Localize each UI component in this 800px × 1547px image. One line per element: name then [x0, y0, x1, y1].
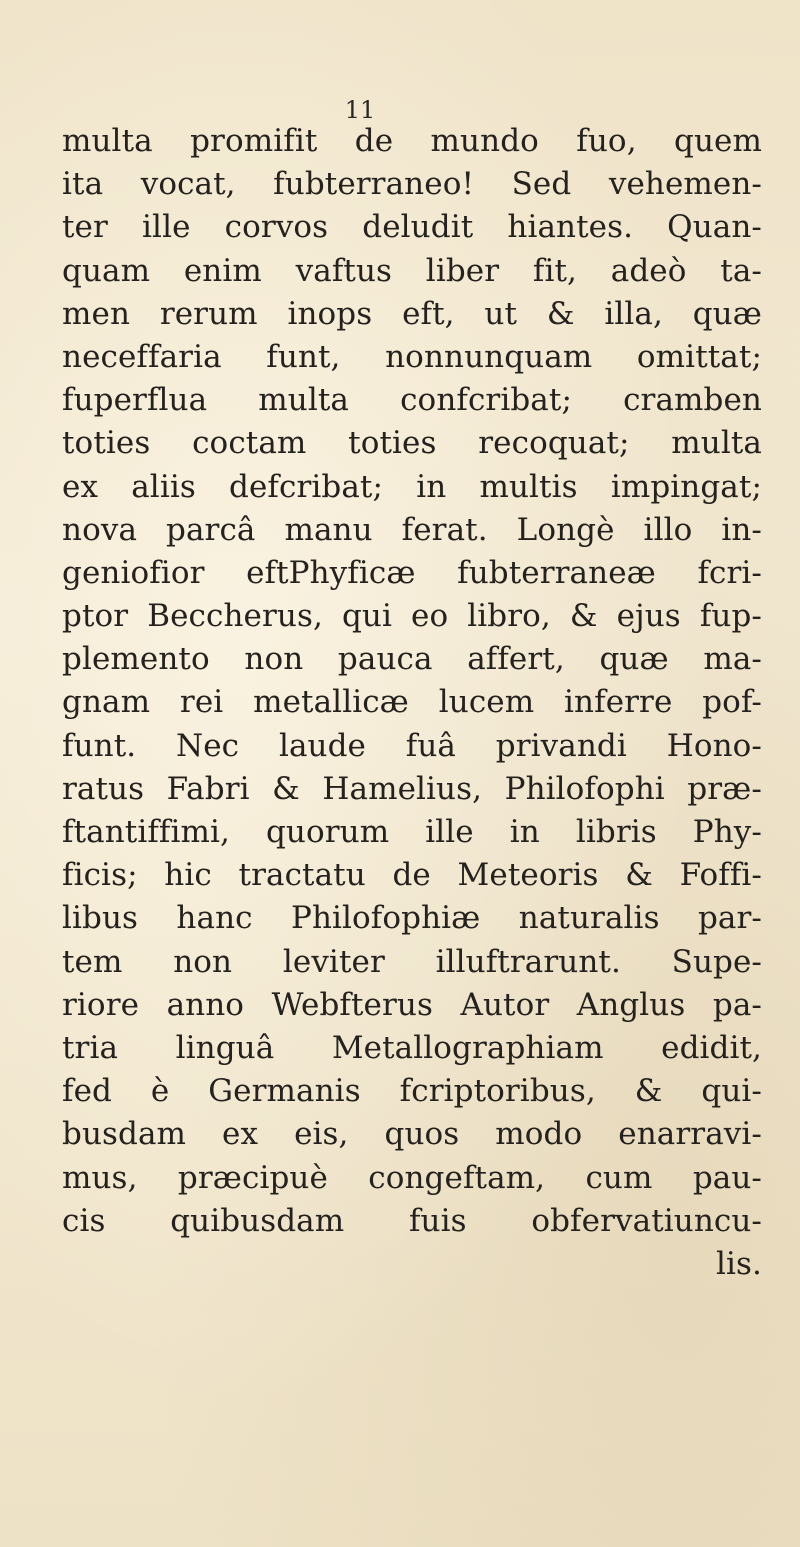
text-line: ftantiffimi, quorum ille in libris Phy- — [62, 814, 762, 850]
text-line: ptor Beccherus, qui eo libro, & ejus fup- — [62, 598, 762, 635]
text-line: neceffaria funt, nonnunquam omittat; — [62, 338, 762, 375]
text-line: cis quibusdam fuis obfervatiuncu- — [62, 1202, 762, 1239]
text-line: ter ille corvos deludit hiantes. Quan- — [62, 209, 762, 246]
text-line: geniofior eftPhyficæ fubterraneæ fcri- — [62, 554, 762, 591]
text-line: fed è Germanis fcriptoribus, & qui- — [62, 1073, 762, 1110]
text-line: men rerum inops eft, ut & illa, quæ — [62, 295, 762, 332]
text-line-final: lis. — [716, 1245, 762, 1282]
text-line: funt. Nec laude fuâ privandi Hono- — [62, 727, 762, 764]
text-line: multa promifit de mundo fuo, quem — [62, 123, 762, 159]
page-number: 11 — [344, 96, 376, 124]
text-line: quam enim vaftus liber fit, adeò ta- — [62, 252, 762, 289]
text-line: gnam rei metallicæ lucem inferre pof- — [62, 684, 762, 721]
text-line: ex aliis defcribat; in multis impingat; — [62, 468, 762, 505]
text-line: ita vocat, fubterraneo! Sed vehemen- — [62, 166, 762, 203]
text-line: nova parcâ manu ferat. Longè illo in- — [62, 511, 762, 548]
text-line: tem non leviter illuftrarunt. Supe- — [62, 943, 762, 980]
text-line: toties coctam toties recoquat; multa — [62, 425, 762, 462]
text-line: riore anno Webfterus Autor Anglus pa- — [62, 986, 762, 1023]
text-line: ratus Fabri & Hamelius, Philofophi præ- — [62, 770, 762, 807]
body-text — [62, 120, 762, 1286]
text-line: busdam ex eis, quos modo enarravi- — [62, 1116, 762, 1153]
text-line: plemento non pauca affert, quæ ma- — [62, 641, 762, 678]
text-line: tria linguâ Metallographiam edidit, — [62, 1029, 762, 1066]
text-line: fuperflua multa confcribat; cramben — [62, 382, 762, 419]
text-line: mus, præcipuè congeftam, cum pau- — [62, 1159, 762, 1196]
text-line: libus hanc Philofophiæ naturalis par- — [62, 900, 762, 937]
text-line: ficis; hic tractatu de Meteoris & Foffi- — [62, 857, 762, 894]
